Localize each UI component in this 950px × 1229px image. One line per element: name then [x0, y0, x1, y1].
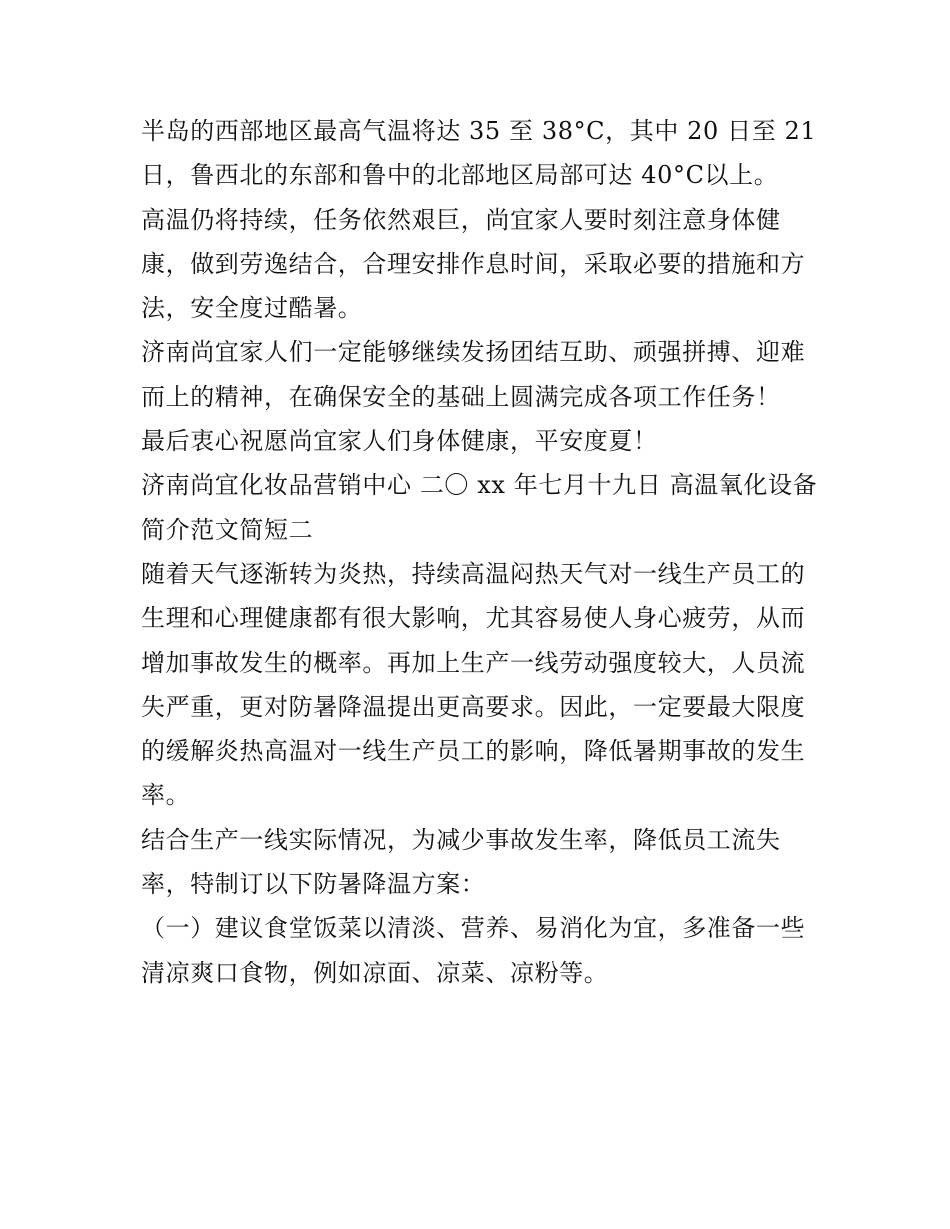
- text-line: 生理和心理健康都有很大影响，尤其容易使人身心疲劳，从而: [141, 604, 806, 633]
- list-item-line: 清凉爽口食物，例如凉面、凉菜、凉粉等。: [141, 958, 609, 987]
- text-line: 最后衷心祝愿尚宜家人们身体健康，平安度夏！: [141, 427, 658, 456]
- list-item-line: （一）建议食堂饭菜以清淡、营养、易消化为宜，多准备一些: [141, 914, 806, 943]
- text-line: 康，做到劳逸结合，合理安排作息时间，采取必要的措施和方: [141, 249, 806, 278]
- text-line: 半岛的西部地区最高气温将达 35 至 38°C，其中 20 日至 21: [141, 117, 817, 145]
- signature-and-heading-line: 济南尚宜化妆品营销中心 二〇 xx 年七月十九日 高温氧化设备: [141, 471, 818, 500]
- text-line: 日，鲁西北的东部和鲁中的北部地区局部可达 40°C以上。: [141, 161, 779, 190]
- text-line: 失严重，更对防暑降温提出更高要求。因此，一定要最大限度: [141, 692, 806, 721]
- text-line: 随着天气逐渐转为炎热，持续高温闷热天气对一线生产员工的: [141, 559, 806, 588]
- text-line: 法，安全度过酷暑。: [141, 294, 363, 323]
- section-heading-line: 简介范文简短二: [141, 515, 314, 544]
- text-line: 而上的精神，在确保安全的基础上圆满完成各项工作任务！: [141, 382, 781, 411]
- text-line: 增加事故发生的概率。再加上生产一线劳动强度较大，人员流: [141, 648, 806, 677]
- document-body: [141, 109, 821, 995]
- text-line: 的缓解炎热高温对一线生产员工的影响，降低暑期事故的发生: [141, 737, 806, 766]
- text-line: 率，特制订以下防暑降温方案：: [141, 870, 486, 899]
- text-line: 结合生产一线实际情况，为减少事故发生率，降低员工流失: [141, 825, 781, 854]
- text-line: 率。: [141, 781, 191, 810]
- text-line: 济南尚宜家人们一定能够继续发扬团结互助、顽强拼搏、迎难: [141, 338, 806, 367]
- text-line: 高温仍将持续，任务依然艰巨，尚宜家人要时刻注意身体健: [141, 205, 781, 234]
